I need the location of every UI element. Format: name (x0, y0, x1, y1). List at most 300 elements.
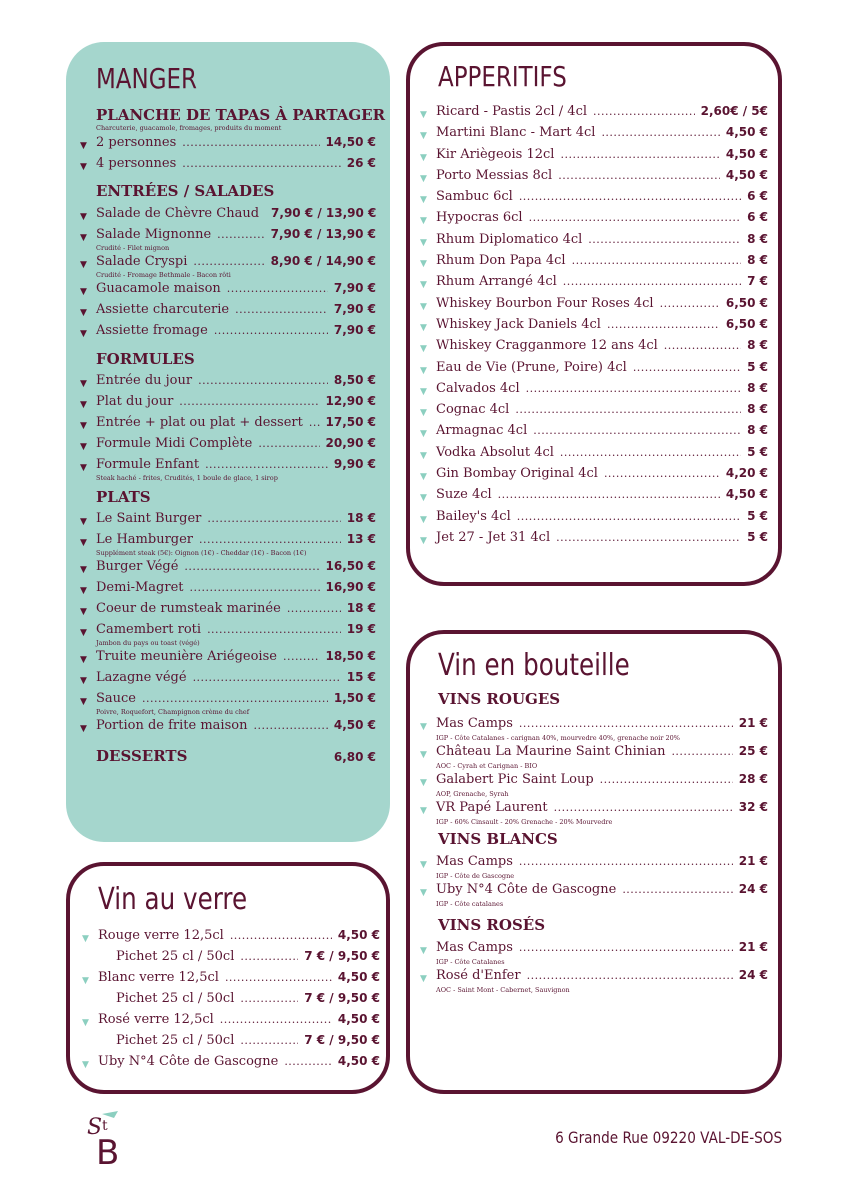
menu-item (80, 670, 376, 691)
item-price: 5 € (747, 529, 768, 544)
menu-item (420, 253, 768, 274)
item-price: 8 € (747, 338, 768, 353)
item-price: 8 € (747, 253, 768, 268)
bullet-icon: ▼ (80, 586, 87, 596)
leader-dots (258, 437, 319, 450)
item-price: 16,90 € (325, 580, 376, 594)
item-price: 21 € (738, 940, 768, 954)
vin-bouteille-content (420, 690, 768, 996)
menu-item (82, 1033, 380, 1054)
menu-row (420, 147, 768, 168)
menu-item (420, 445, 768, 466)
bullet-icon: ▼ (420, 322, 427, 333)
leader-dots (179, 395, 319, 408)
item-price: 24 € (738, 882, 768, 896)
item-price: 18,50 € (325, 649, 376, 663)
bullet-icon: ▼ (420, 450, 427, 461)
item-description: Steak haché - frites, Crudités, 1 boule de glace, 1 sirop (96, 474, 278, 482)
menu-row (80, 691, 376, 712)
item-price: 4,50 € (725, 125, 768, 140)
item-price: 12,90 € (325, 394, 376, 408)
bullet-icon: ▼ (420, 386, 427, 397)
menu-row (420, 882, 768, 904)
item-name: Martini Blanc - Mart 4cl (436, 125, 596, 141)
item-name: Mas Camps (436, 940, 513, 955)
bullet-icon: ▼ (82, 934, 89, 944)
leader-dots (593, 105, 695, 118)
formules-list (80, 373, 376, 482)
item-description: IGP - Côte Catalanes (436, 958, 505, 966)
leader-dots (240, 992, 298, 1005)
menu-item (420, 968, 768, 994)
bullet-icon: ▼ (80, 287, 87, 297)
item-price: 4,20 € (725, 466, 768, 481)
menu-row (80, 670, 376, 691)
entrees-title: ENTRÉES / SALADES (96, 182, 275, 200)
item-price: 26 € (346, 156, 376, 170)
menu-row (80, 457, 376, 478)
menu-item (420, 317, 768, 338)
bullet-icon: ▼ (82, 976, 89, 986)
menu-row (82, 970, 380, 991)
menu-row (80, 532, 376, 553)
footer-address: 6 Grande Rue 09220 VAL-DE-SOS (554, 1128, 782, 1147)
item-name: VR Papé Laurent (436, 800, 548, 815)
item-name: Hypocras 6cl (436, 210, 523, 226)
menu-row (82, 1033, 380, 1054)
item-name: Assiette fromage (96, 323, 208, 338)
leader-dots (193, 255, 264, 268)
leader-dots (283, 650, 320, 663)
bullet-icon: ▼ (420, 195, 427, 206)
menu-item (420, 940, 768, 966)
bullet-icon: ▼ (420, 301, 427, 312)
menu-row (82, 1012, 380, 1033)
bullet-icon: ▼ (80, 724, 87, 734)
item-price: 7 € (747, 274, 768, 289)
item-description: AOC - Cyrah et Carignan - BIO (436, 762, 538, 770)
menu-row (420, 854, 768, 876)
item-price: 8 € (747, 402, 768, 417)
item-price: 8 € (747, 231, 768, 246)
menu-item (420, 466, 768, 487)
item-description: AOP, Grenache, Syrah (436, 790, 509, 798)
bullet-icon: ▼ (420, 365, 427, 376)
menu-item (82, 1012, 380, 1033)
item-description: IGP - Côte catalanes (436, 900, 504, 908)
item-name: Portion de frite maison (96, 718, 248, 733)
menu-row (420, 381, 768, 402)
item-price: 2,60€ / 5€ (700, 104, 768, 118)
menu-item (80, 281, 376, 302)
bullet-icon: ▼ (420, 110, 427, 120)
leader-dots (633, 361, 741, 374)
menu-item (420, 189, 768, 210)
item-name: Assiette charcuterie (96, 302, 230, 317)
item-name: Le Hamburger (96, 532, 194, 547)
menu-row (420, 125, 768, 146)
bullet-icon: ▼ (80, 697, 87, 707)
leader-dots (498, 488, 720, 501)
leader-dots (199, 533, 341, 546)
item-price: 4,50 € (337, 928, 380, 942)
menu-row (80, 206, 376, 227)
plats-title: PLATS (96, 488, 151, 506)
item-price: 4,50 € (333, 718, 376, 732)
bullet-icon: ▼ (80, 162, 87, 172)
bullet-icon: ▼ (420, 493, 427, 504)
menu-item (80, 135, 376, 156)
menu-item (420, 125, 768, 146)
menu-item (80, 323, 376, 344)
item-name: Plat du jour (96, 394, 174, 409)
menu-row (420, 800, 768, 822)
leader-dots (182, 157, 341, 170)
item-price: 7 € / 9,50 € (304, 991, 380, 1005)
leader-dots (225, 971, 332, 984)
menu-row (420, 253, 768, 274)
menu-row (420, 189, 768, 210)
bullet-icon: ▼ (80, 329, 87, 339)
item-name: Uby N°4 Côte de Gascogne (436, 882, 617, 897)
menu-row (80, 622, 376, 643)
leader-dots (527, 969, 733, 982)
leader-dots (235, 303, 328, 316)
menu-row (420, 968, 768, 990)
menu-item (420, 360, 768, 381)
item-price: 5 € (747, 359, 768, 374)
bullet-icon: ▼ (420, 344, 427, 355)
item-name: Pichet 25 cl / 50cl (116, 949, 235, 964)
menu-row (420, 445, 768, 466)
menu-row (82, 991, 380, 1012)
menu-row (80, 394, 376, 415)
leader-dots (533, 424, 741, 437)
bullet-icon: ▼ (80, 607, 87, 617)
vin-verre-title: Vin au verre (98, 882, 248, 917)
item-name: Lazagne végé (96, 670, 187, 685)
item-name: Entrée + plat ou plat + dessert (96, 415, 303, 430)
menu-row (420, 466, 768, 487)
menu-row (420, 509, 768, 530)
item-description: IGP - Côte de Gascogne (436, 872, 515, 880)
leader-dots (607, 318, 720, 331)
menu-row (420, 274, 768, 295)
item-description: Poivre, Roquefort, Champignon crème du chef (96, 708, 250, 716)
item-name: Salade Cryspi (96, 254, 188, 269)
menu-item (80, 436, 376, 457)
menu-item (82, 1054, 380, 1075)
leader-dots (207, 512, 340, 525)
bullet-icon: ▼ (80, 212, 87, 222)
item-name: Eau de Vie (Prune, Poire) 4cl (436, 359, 627, 375)
leader-dots (558, 169, 720, 182)
menu-row (82, 928, 380, 949)
leader-dots (554, 801, 733, 814)
menu-row (80, 302, 376, 323)
leader-dots (515, 403, 741, 416)
menu-row (420, 772, 768, 794)
item-price: 8,50 € (333, 373, 376, 387)
item-price: 32 € (738, 800, 768, 814)
bullet-icon: ▼ (80, 400, 87, 410)
leader-dots (184, 560, 319, 573)
menu-row (420, 317, 768, 338)
leader-dots (588, 233, 741, 246)
menu-item (80, 156, 376, 177)
menu-item (420, 274, 768, 295)
leader-dots (529, 211, 742, 224)
item-price: 5 € (747, 508, 768, 523)
item-name: Rhum Don Papa 4cl (436, 253, 566, 269)
bullet-icon: ▼ (80, 421, 87, 431)
menu-row (80, 718, 376, 739)
item-name: Bailey's 4cl (436, 508, 511, 524)
menu-row (80, 580, 376, 601)
menu-row (420, 940, 768, 962)
item-price: 4,50 € (337, 1012, 380, 1026)
bullet-icon: ▼ (420, 237, 427, 248)
menu-row (420, 168, 768, 189)
item-name: Ricard - Pastis 2cl / 4cl (436, 104, 588, 119)
leader-dots (220, 1013, 332, 1026)
bullet-icon: ▼ (420, 535, 427, 546)
bullet-icon: ▼ (420, 173, 427, 184)
menu-row (420, 716, 768, 738)
bullet-icon: ▼ (420, 750, 427, 760)
menu-item (420, 854, 768, 880)
item-name: Sambuc 6cl (436, 189, 513, 205)
item-description: AOC - Saint Mont - Cabernet, Sauvignon (436, 986, 570, 994)
leader-dots (660, 297, 720, 310)
vin-verre-list (82, 928, 380, 1075)
bullet-icon: ▼ (80, 463, 87, 473)
item-price: 13 € (346, 532, 376, 546)
bullet-icon: ▼ (420, 408, 427, 419)
planche-list (80, 135, 376, 177)
menu-row (80, 227, 376, 248)
item-name: Uby N°4 Côte de Gascogne (98, 1054, 279, 1069)
leader-dots (671, 745, 732, 758)
item-description: IGP - 60% Cinsault - 20% Grenache - 20% Mourvedre (436, 818, 613, 826)
item-price: 25 € (738, 744, 768, 758)
item-price: 4,50 € (725, 167, 768, 182)
menu-item (82, 970, 380, 991)
bullet-icon: ▼ (420, 722, 427, 732)
leader-dots (284, 1055, 332, 1068)
item-name: Jet 27 - Jet 31 4cl (436, 529, 551, 545)
bullet-icon: ▼ (80, 141, 87, 151)
menu-item (420, 772, 768, 798)
item-price: 28 € (738, 772, 768, 786)
item-price: 15 € (346, 670, 376, 684)
menu-row (420, 104, 768, 125)
menu-item (80, 718, 376, 739)
item-description: Jambon du pays ou toast (végé) (96, 639, 200, 647)
leader-dots (230, 929, 332, 942)
menu-item (420, 147, 768, 168)
menu-item (80, 254, 376, 279)
leader-dots (572, 254, 742, 267)
leader-dots (309, 416, 320, 429)
bullet-icon: ▼ (80, 538, 87, 548)
item-price: 20,90 € (325, 436, 376, 450)
item-name: Rosé d'Enfer (436, 968, 521, 983)
item-price: 7,90 € (333, 302, 376, 316)
item-price: 6 € (747, 210, 768, 225)
menu-item (420, 168, 768, 189)
bullet-icon: ▼ (80, 308, 87, 318)
item-price: 8 € (747, 380, 768, 395)
menu-item (420, 381, 768, 402)
item-name: Rhum Diplomatico 4cl (436, 231, 583, 247)
menu-row (80, 323, 376, 344)
bullet-icon: ▼ (420, 778, 427, 788)
bullet-icon: ▼ (420, 514, 427, 525)
leader-dots (526, 382, 741, 395)
item-price: 7,90 € / 13,90 € (270, 227, 376, 241)
manger-content (80, 106, 386, 771)
bullet-icon: ▼ (420, 152, 427, 163)
menu-row (420, 402, 768, 423)
aperitifs-list (420, 104, 768, 551)
menu-row (80, 373, 376, 394)
manger-title: MANGER (96, 62, 197, 95)
menu-item (80, 691, 376, 716)
rouges-list (420, 716, 768, 826)
menu-row (420, 530, 768, 551)
item-name: Entrée du jour (96, 373, 193, 388)
menu-item (420, 338, 768, 359)
menu-row (80, 135, 376, 156)
menu-item (420, 210, 768, 231)
menu-row (80, 281, 376, 302)
item-name: Suze 4cl (436, 487, 492, 503)
leader-dots (214, 324, 328, 337)
leader-dots (600, 773, 733, 786)
item-price: 21 € (738, 716, 768, 730)
menu-row (420, 210, 768, 231)
svg-text:t: t (102, 1118, 108, 1134)
menu-item (420, 800, 768, 826)
menu-item (420, 423, 768, 444)
bullet-icon: ▼ (80, 565, 87, 575)
item-name: Mas Camps (436, 716, 513, 731)
menu-item (80, 227, 376, 252)
item-name: Porto Messias 8cl (436, 167, 553, 183)
item-name: Camembert roti (96, 622, 202, 637)
item-description: IGP - Côte Catalanes - carignan 40%, mourvedre 40%, grenache noir 20% (436, 734, 680, 742)
item-name: Galabert Pic Saint Loup (436, 772, 594, 787)
item-name: Blanc verre 12,5cl (98, 970, 219, 985)
desserts-title: DESSERTS (96, 747, 188, 765)
leader-dots (217, 228, 265, 241)
leader-dots (142, 692, 328, 705)
menu-item (80, 373, 376, 394)
menu-item (82, 991, 380, 1012)
item-name: Sauce (96, 691, 137, 706)
leader-dots (556, 531, 741, 544)
leader-dots (240, 950, 298, 963)
menu-row (420, 338, 768, 359)
leader-dots (190, 581, 320, 594)
bullet-icon: ▼ (80, 233, 87, 243)
vin-bouteille-title: Vin en bouteille (438, 648, 630, 683)
leader-dots (517, 510, 741, 523)
menu-item (420, 744, 768, 770)
item-name: Vodka Absolut 4cl (436, 444, 554, 460)
item-name: Cognac 4cl (436, 402, 510, 418)
menu-item (80, 206, 376, 227)
item-name: Demi-Magret (96, 580, 184, 595)
item-price: 14,50 € (325, 135, 376, 149)
bullet-icon: ▼ (82, 1060, 89, 1070)
item-name: 4 personnes (96, 156, 177, 171)
item-name: Salade de Chèvre Chaud (96, 206, 260, 221)
bullet-icon: ▼ (80, 260, 87, 270)
menu-item (80, 302, 376, 323)
desserts-row (80, 747, 376, 771)
menu-item (420, 402, 768, 423)
leader-dots (563, 275, 741, 288)
svg-text:B: B (96, 1133, 120, 1168)
item-name: Salade Mignonne (96, 227, 212, 242)
item-price: 9,90 € (333, 457, 376, 471)
menu-row (420, 487, 768, 508)
menu-row (80, 436, 376, 457)
menu-item (80, 559, 376, 580)
menu-item (82, 949, 380, 970)
menu-item (420, 716, 768, 742)
roses-list (420, 940, 768, 994)
blancs-title: VINS BLANCS (438, 830, 558, 848)
item-name: Whiskey Bourbon Four Roses 4cl (436, 295, 654, 311)
bullet-icon: ▼ (420, 472, 427, 483)
menu-item (420, 882, 768, 908)
formules-title: FORMULES (96, 350, 195, 368)
menu-row (420, 296, 768, 317)
item-name: Burger Végé (96, 559, 179, 574)
item-description: Crudité - Fromage Bethmale - Bacon rôti (96, 271, 231, 279)
aperitifs-panel (406, 42, 782, 586)
menu-item (80, 622, 376, 647)
vin-verre-panel (66, 862, 390, 1094)
plats-list (80, 511, 376, 739)
blancs-list (420, 854, 768, 908)
item-price: 7,90 € (333, 281, 376, 295)
menu-row (80, 254, 376, 275)
leader-dots (622, 883, 732, 896)
leader-dots (560, 148, 719, 161)
manger-panel (66, 42, 390, 842)
bullet-icon: ▼ (420, 216, 427, 227)
bullet-icon: ▼ (420, 429, 427, 440)
item-price: 4,50 € (337, 1054, 380, 1068)
item-name: Whiskey Cragganmore 12 ans 4cl (436, 338, 658, 354)
bullet-icon: ▼ (82, 1018, 89, 1028)
planche-subtitle: Charcuterie, guacamole, fromages, produits du moment (96, 124, 282, 132)
item-name: 2 personnes (96, 135, 177, 150)
bullet-icon: ▼ (420, 259, 427, 270)
menu-item (80, 511, 376, 532)
item-name: Rosé verre 12,5cl (98, 1012, 214, 1027)
item-name: Château La Maurine Saint Chinian (436, 744, 666, 759)
item-name: Formule Enfant (96, 457, 200, 472)
menu-item (80, 649, 376, 670)
menu-row (82, 1054, 380, 1075)
leader-dots (519, 855, 733, 868)
item-name: Kir Ariègeois 12cl (436, 146, 555, 162)
